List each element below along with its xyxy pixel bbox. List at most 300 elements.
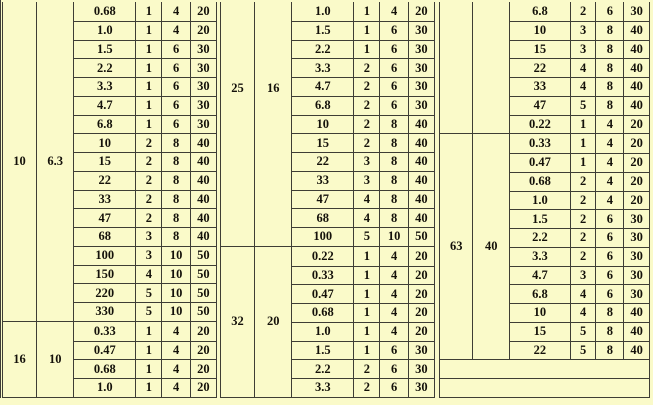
capacitance-cell: 3.3 [314,380,331,395]
table-row [292,171,434,190]
rating-cell: 40 [408,116,434,134]
capacitance-cell: 33 [98,191,112,206]
rating-cell: 5 [353,228,379,246]
capacitance-cell: 1.0 [96,380,113,395]
rating-cell: 6 [379,59,407,77]
rating-cell: 4 [353,191,379,209]
capacitance-cell: 10 [533,23,547,38]
rating-cell: 5 [570,97,596,115]
table-row [292,190,434,209]
rating-cell: 2 [353,59,379,77]
rating-cell: 3 [135,228,161,246]
voltage-label-cell [37,322,74,397]
rating-cell: 2 [570,173,596,191]
rating-cell: 6 [595,267,623,285]
rating-cell: 40 [190,209,216,227]
capacitance-cell: 1.0 [314,324,331,339]
capacitance-cell: 1.5 [314,342,331,357]
capacitance-cell: 68 [316,210,330,225]
table-row [292,115,434,134]
rating-cell: 1 [135,22,161,40]
rating-cell: 6 [379,360,407,378]
rating-cell: 2 [570,229,596,247]
rating-cell: 1 [135,116,161,134]
capacitance-cell: 0.22 [311,248,334,263]
capacitance-cell: 68 [98,229,112,244]
rating-cell: 50 [190,266,216,284]
rating-cell: 30 [623,248,649,266]
voltage-group [3,321,216,397]
rating-cell: 6 [379,342,407,360]
rating-cell: 50 [190,303,216,321]
group-rows [74,322,216,397]
rating-cell: 1 [135,41,161,59]
capacitance-cell: 33 [316,173,330,188]
table-row [510,96,649,115]
table-row [74,152,216,171]
rating-cell: 4 [379,323,407,341]
rating-cell: 1 [135,322,161,341]
table-row [510,266,649,285]
rating-cell: 6 [595,248,623,266]
rating-cell: 3 [570,22,596,40]
table-row [292,359,434,378]
capacitance-cell: 15 [316,135,330,150]
voltage-group [221,2,434,246]
voltage-label-cell [440,134,473,359]
voltage-label-cell [473,134,510,359]
table-row [292,40,434,59]
capacitance-cell: 1.0 [532,192,548,207]
rating-cell: 8 [379,134,407,152]
rating-cell: 20 [190,379,216,397]
voltage-label-cell [221,2,255,246]
table-row [510,115,649,134]
voltage-group [440,133,649,359]
rating-cell: 8 [595,97,623,115]
rating-cell: 4 [379,267,407,285]
table-row [74,40,216,59]
table-row [510,77,649,96]
rating-cell: 2 [570,192,596,210]
rating-cell: 4 [379,304,407,322]
rating-cell: 8 [161,153,189,171]
capacitance-cell: 0.47 [93,342,116,357]
rating-cell: 4 [570,304,596,322]
rating-cell: 40 [408,153,434,171]
table-row [292,247,434,266]
empty-row [440,359,649,378]
rating-cell: 4 [161,379,189,397]
voltage-label: 40 [484,239,498,254]
capacitance-cell: 15 [533,41,547,56]
table-row [292,58,434,77]
group-rows [510,134,649,359]
group-rows [292,247,434,397]
rating-cell: 4 [353,209,379,227]
rating-cell: 6 [595,210,623,228]
rating-cell: 4 [595,173,623,191]
capacitance-cell: 10 [533,305,547,320]
table-row [510,40,649,59]
rating-cell: 30 [408,59,434,77]
capacitance-cell: 4.7 [532,267,548,282]
rating-cell: 40 [408,209,434,227]
capacitance-cell: 2.2 [314,361,331,376]
rating-cell: 2 [353,97,379,115]
rating-cell: 40 [190,153,216,171]
rating-cell: 6 [379,41,407,59]
capacitance-cell: 47 [533,98,547,113]
rating-cell: 10 [161,284,189,302]
table-row [74,58,216,77]
rating-cell: 4 [161,22,189,40]
capacitance-cell: 1.5 [532,211,548,226]
rating-cell: 4 [161,2,189,21]
table-row [292,341,434,360]
capacitance-cell: 15 [533,324,547,339]
voltage-label: 6.3 [47,153,64,168]
rating-cell: 2 [135,153,161,171]
table-row [510,247,649,266]
rating-cell: 6 [379,78,407,96]
rating-cell: 2 [353,379,379,397]
rating-cell: 6 [595,2,623,21]
capacitance-cell: 2.2 [96,60,113,75]
rating-cell: 30 [623,2,649,21]
capacitance-cell: 0.47 [528,155,551,170]
rating-cell: 2 [353,78,379,96]
rating-cell: 40 [623,59,649,77]
capacitance-cell: 22 [98,173,112,188]
table-row [292,284,434,303]
group-rows [292,2,434,246]
rating-cell: 1 [353,22,379,40]
rating-cell: 40 [623,22,649,40]
rating-cell: 8 [161,172,189,190]
voltage-label-cell [255,2,292,246]
rating-cell: 30 [408,360,434,378]
rating-cell: 4 [161,360,189,378]
rating-cell: 5 [135,303,161,321]
capacitance-cell: 3.3 [532,249,548,264]
rating-cell: 3 [353,153,379,171]
rating-cell: 1 [135,2,161,21]
table-row [510,58,649,77]
table-row [292,77,434,96]
capacitance-cell: 2.2 [314,41,331,56]
rating-cell: 3 [570,41,596,59]
table-row [510,284,649,303]
voltage-label-cell [255,247,292,397]
rating-cell: 30 [623,285,649,303]
rating-cell: 2 [570,248,596,266]
rating-cell: 4 [379,247,407,266]
rating-cell: 20 [623,116,649,134]
capacitance-cell: 0.22 [528,116,551,131]
rating-cell: 1 [570,154,596,172]
rating-cell: 20 [408,304,434,322]
capacitance-cell: 0.47 [311,286,334,301]
rating-cell: 40 [190,228,216,246]
table-row [292,208,434,227]
rating-cell: 20 [408,2,434,21]
table-row [292,2,434,21]
table-row [292,152,434,171]
voltage-label: 10 [48,351,62,366]
rating-cell: 2 [570,210,596,228]
capacitance-cell: 100 [313,229,333,244]
table-row [74,302,216,321]
rating-cell: 6 [379,379,407,397]
capacitance-cell: 6.8 [314,98,331,113]
capacitance-cell: 3.3 [314,60,331,75]
table-row [74,378,216,397]
rating-cell: 30 [408,41,434,59]
table-row [510,341,649,360]
rating-cell: 50 [408,228,434,246]
rating-cell: 5 [135,284,161,302]
rating-cell: 8 [379,191,407,209]
rating-cell: 4 [595,116,623,134]
rating-cell: 8 [161,134,189,152]
table-row [510,191,649,210]
rating-cell: 6 [595,229,623,247]
rating-cell: 40 [408,191,434,209]
voltage-group [440,2,649,133]
rating-cell: 40 [408,134,434,152]
voltage-label: 32 [231,314,244,329]
table-row [74,96,216,115]
capacitance-cell: 0.68 [311,305,334,320]
rating-cell: 8 [595,304,623,322]
group-rows [74,2,216,321]
voltage-group [3,2,216,321]
rating-cell: 1 [353,285,379,303]
rating-cell: 6 [161,41,189,59]
rating-cell: 10 [161,303,189,321]
table-panel [439,2,650,398]
rating-cell: 30 [190,97,216,115]
rating-cell: 40 [190,191,216,209]
rating-cell: 3 [135,247,161,265]
table-row [292,322,434,341]
rating-cell: 30 [408,342,434,360]
capacitance-cell: 0.33 [93,323,116,338]
table-row [292,21,434,40]
table-row [510,322,649,341]
capacitance-cell: 1.5 [314,23,331,38]
table-row [74,322,216,341]
table-row [74,171,216,190]
rating-cell: 8 [161,209,189,227]
rating-cell: 20 [190,360,216,378]
table-outer-edge-line [0,0,1,398]
rating-cell: 5 [570,323,596,341]
rating-cell: 40 [623,323,649,341]
table-row [292,227,434,246]
rating-cell: 20 [190,322,216,341]
rating-cell: 4 [595,192,623,210]
rating-cell: 40 [190,172,216,190]
rating-cell: 30 [408,379,434,397]
table-row [292,133,434,152]
rating-cell: 4 [379,285,407,303]
table-row [292,266,434,285]
table-row [292,303,434,322]
table-row [74,265,216,284]
rating-cell: 20 [408,267,434,285]
capacitance-cell: 4.7 [96,98,113,113]
rating-cell: 40 [190,134,216,152]
capacitance-cell: 15 [98,154,112,169]
voltage-label-cell [37,2,74,321]
rating-cell: 4 [161,342,189,360]
table-row [74,246,216,265]
rating-cell: 4 [161,322,189,341]
rating-cell: 1 [353,41,379,59]
rating-cell: 40 [408,172,434,190]
capacitance-cell: 3.3 [96,79,113,94]
rating-cell: 4 [570,59,596,77]
table-row [510,303,649,322]
rating-cell: 10 [161,247,189,265]
rating-cell: 20 [408,247,434,266]
capacitance-cell: 22 [316,154,330,169]
capacitance-cell: 1.0 [314,3,331,18]
empty-row [440,378,649,397]
rating-cell: 8 [379,172,407,190]
capacitance-cell: 0.33 [311,267,334,282]
rating-cell: 40 [623,304,649,322]
capacitance-cell: 1.5 [96,41,113,56]
voltage-label-cell [440,2,473,133]
rating-cell: 1 [135,342,161,360]
capacitance-cell: 150 [95,266,115,281]
rating-cell: 6 [161,59,189,77]
table-row [74,208,216,227]
table-row [74,227,216,246]
rating-cell: 8 [379,209,407,227]
capacitance-cell: 0.33 [528,136,551,151]
rating-cell: 30 [408,78,434,96]
rating-cell: 10 [379,228,407,246]
rating-cell: 4 [595,134,623,153]
voltage-label-cell [473,2,510,133]
table-row [74,283,216,302]
capacitance-cell: 22 [533,60,547,75]
rating-cell: 30 [623,229,649,247]
voltage-label-cell [3,322,37,397]
table-row [74,21,216,40]
rating-cell: 40 [623,97,649,115]
rating-cell: 30 [623,210,649,228]
table-row [74,77,216,96]
table-row [292,378,434,397]
rating-cell: 8 [379,153,407,171]
rating-cell: 30 [408,97,434,115]
rating-cell: 2 [135,209,161,227]
group-rows [510,2,649,133]
rating-cell: 4 [135,266,161,284]
rating-cell: 8 [595,323,623,341]
voltage-label: 16 [13,351,26,366]
rating-cell: 1 [353,2,379,21]
rating-cell: 40 [623,41,649,59]
rating-cell: 30 [190,78,216,96]
rating-cell: 1 [135,78,161,96]
capacitance-cell: 33 [533,79,547,94]
rating-cell: 3 [353,172,379,190]
voltage-label: 16 [266,81,280,95]
rating-cell: 20 [190,22,216,40]
rating-cell: 2 [353,134,379,152]
rating-cell: 8 [595,342,623,360]
rating-cell: 30 [190,116,216,134]
rating-cell: 1 [353,342,379,360]
capacitance-cell: 22 [533,342,547,357]
capacitance-cell: 2.2 [532,230,548,245]
table-row [510,134,649,153]
voltage-label: 25 [231,81,244,95]
rating-cell: 50 [190,247,216,265]
rating-cell: 40 [623,78,649,96]
capacitance-cell: 47 [316,191,330,206]
rating-cell: 4 [379,2,407,21]
rating-cell: 4 [570,285,596,303]
rating-cell: 4 [595,154,623,172]
rating-cell: 30 [190,41,216,59]
rating-cell: 10 [161,266,189,284]
capacitance-cell: 10 [98,135,112,150]
capacitance-cell: 0.68 [93,361,116,376]
rating-cell: 1 [135,59,161,77]
table-row [292,96,434,115]
rating-cell: 2 [353,116,379,134]
rating-cell: 40 [623,342,649,360]
capacitance-cell: 6.8 [532,286,548,301]
rating-cell: 3 [570,267,596,285]
rating-cell: 2 [353,360,379,378]
voltage-label: 20 [266,314,280,329]
rating-cell: 8 [595,22,623,40]
rating-cell: 2 [135,191,161,209]
capacitance-cell: 6.8 [96,116,113,131]
rating-cell: 1 [353,304,379,322]
capacitance-cell: 220 [95,285,115,300]
rating-cell: 30 [623,267,649,285]
rating-cell: 8 [379,116,407,134]
rating-cell: 1 [135,97,161,115]
table-row [74,190,216,209]
rating-cell: 20 [623,173,649,191]
table-row [510,153,649,172]
rating-cell: 8 [161,228,189,246]
table-row [74,2,216,21]
rating-cell: 1 [135,360,161,378]
voltage-label-cell [221,247,255,397]
rating-cell: 4 [570,78,596,96]
rating-cell: 6 [379,22,407,40]
rating-cell: 30 [190,59,216,77]
table-panel [220,2,435,398]
table-row [74,133,216,152]
rating-cell: 20 [408,323,434,341]
voltage-label: 10 [13,153,26,168]
table-panel [2,2,217,398]
rating-cell: 2 [135,134,161,152]
capacitance-cell: 0.68 [93,3,116,18]
